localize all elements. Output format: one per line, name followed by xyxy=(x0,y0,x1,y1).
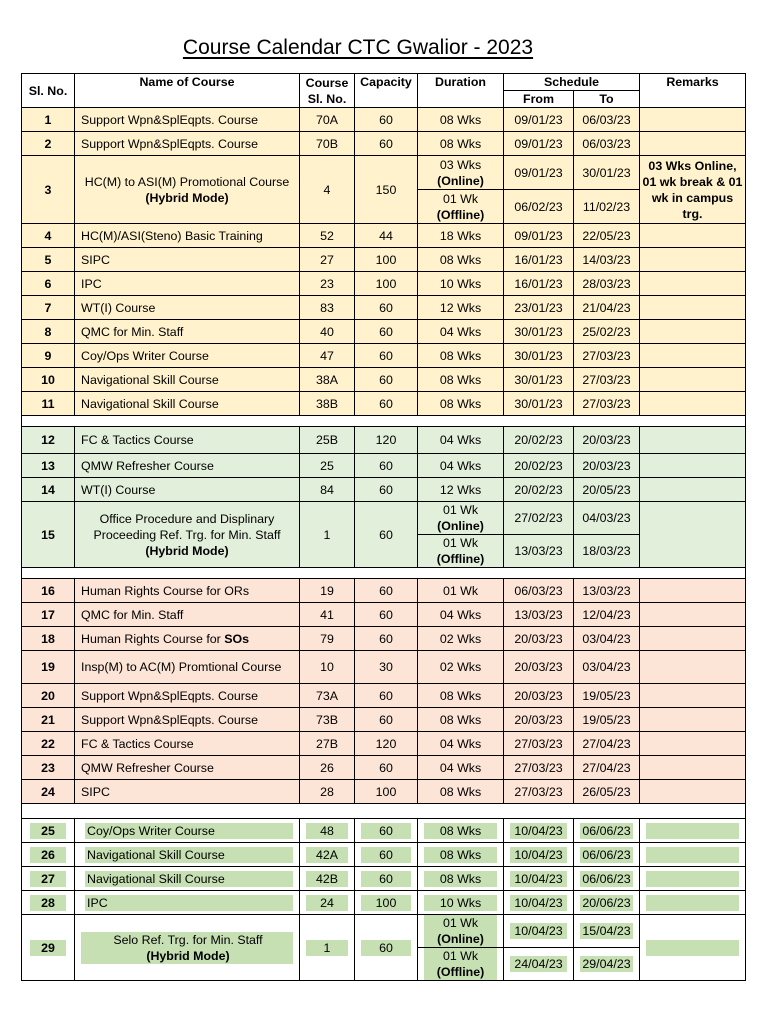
cell-to: 06/03/23 xyxy=(574,108,640,132)
cell-duration: 08 Wks xyxy=(418,684,504,708)
cell-duration-offline: 01 Wk (Offline) xyxy=(418,190,504,224)
cell-capacity: 120 xyxy=(355,732,418,756)
table-row xyxy=(22,427,746,454)
cell-to: 15/04/23 xyxy=(574,915,640,948)
cell-from: 09/01/23 xyxy=(504,108,574,132)
cell-capacity: 60 xyxy=(355,368,418,392)
cell-sl-no: 1 xyxy=(22,108,75,132)
cell-course-name: Navigational Skill Course xyxy=(75,392,300,416)
cell-course-name: HC(M) to ASI(M) Promotional Course (Hybrid Mode) xyxy=(75,156,300,224)
cell-capacity: 60 xyxy=(355,392,418,416)
cell-to: 03/04/23 xyxy=(574,651,640,684)
hybrid-mode-label: (Hybrid Mode) xyxy=(146,948,230,963)
cell-course-name: SIPC xyxy=(75,248,300,272)
cell-remarks xyxy=(640,392,746,416)
cell-to: 06/06/23 xyxy=(574,819,640,843)
cell-remarks xyxy=(640,756,746,780)
cell-course-name: SIPC xyxy=(75,780,300,804)
cell-remarks xyxy=(640,915,746,981)
cell-sl-no: 24 xyxy=(22,780,75,804)
header-duration: Duration xyxy=(418,74,504,108)
cell-course-sl: 28 xyxy=(300,780,355,804)
cell-course-name: Support Wpn&SplEqpts. Course xyxy=(75,708,300,732)
table-row xyxy=(22,502,746,535)
cell-capacity: 60 xyxy=(355,843,418,867)
cell-course-sl: 70A xyxy=(300,108,355,132)
cell-course-sl: 47 xyxy=(300,344,355,368)
cell-remarks xyxy=(640,320,746,344)
cell-remarks xyxy=(640,891,746,915)
header-capacity: Capacity xyxy=(355,74,418,108)
cell-remarks xyxy=(640,867,746,891)
cell-course-name: WT(I) Course xyxy=(75,478,300,502)
cell-course-name: FC & Tactics Course xyxy=(75,732,300,756)
cell-duration-online: 01 Wk (Online) xyxy=(418,915,504,948)
cell-to: 13/03/23 xyxy=(574,579,640,603)
cell-capacity: 60 xyxy=(355,627,418,651)
cell-remarks xyxy=(640,368,746,392)
table-row xyxy=(22,627,746,651)
course-calendar-table xyxy=(21,73,746,981)
table-row xyxy=(22,344,746,368)
table-row xyxy=(22,780,746,804)
table-row xyxy=(22,579,746,603)
cell-sl-no: 3 xyxy=(22,156,75,224)
cell-remarks xyxy=(640,651,746,684)
cell-duration: 08 Wks xyxy=(418,780,504,804)
cell-to: 26/05/23 xyxy=(574,780,640,804)
cell-capacity: 100 xyxy=(355,272,418,296)
cell-course-sl: 25B xyxy=(300,427,355,454)
cell-duration: 04 Wks xyxy=(418,603,504,627)
header-sl-no: Sl. No. xyxy=(22,74,75,108)
cell-from: 30/01/23 xyxy=(504,320,574,344)
cell-sl-no: 9 xyxy=(22,344,75,368)
cell-course-name: Navigational Skill Course xyxy=(75,843,300,867)
cell-course-name: IPC xyxy=(75,891,300,915)
cell-capacity: 100 xyxy=(355,891,418,915)
cell-from: 20/03/23 xyxy=(504,651,574,684)
cell-sl-no: 5 xyxy=(22,248,75,272)
cell-course-name: Support Wpn&SplEqpts. Course xyxy=(75,108,300,132)
cell-from: 30/01/23 xyxy=(504,368,574,392)
cell-to: 03/04/23 xyxy=(574,627,640,651)
cell-to: 11/02/23 xyxy=(574,190,640,224)
table-row xyxy=(22,320,746,344)
cell-to: 30/01/23 xyxy=(574,156,640,190)
cell-from: 30/01/23 xyxy=(504,344,574,368)
cell-to: 12/04/23 xyxy=(574,603,640,627)
cell-sl-no: 17 xyxy=(22,603,75,627)
cell-course-sl: 38A xyxy=(300,368,355,392)
cell-course-sl: 52 xyxy=(300,224,355,248)
cell-duration: 04 Wks xyxy=(418,427,504,454)
cell-sl-no: 29 xyxy=(22,915,75,981)
cell-course-sl: 73B xyxy=(300,708,355,732)
cell-course-name: Office Procedure and Displinary Proceeding Ref. Trg. for Min. Staff (Hybrid Mode) xyxy=(75,502,300,568)
cell-from: 10/04/23 xyxy=(504,867,574,891)
cell-remarks xyxy=(640,502,746,568)
cell-capacity: 60 xyxy=(355,684,418,708)
cell-duration: 04 Wks xyxy=(418,320,504,344)
cell-to: 21/04/23 xyxy=(574,296,640,320)
cell-remarks xyxy=(640,454,746,478)
cell-course-sl: 41 xyxy=(300,603,355,627)
cell-capacity: 60 xyxy=(355,708,418,732)
header-name: Name of Course xyxy=(75,74,300,108)
header-to: To xyxy=(574,91,640,108)
cell-course-name: Navigational Skill Course xyxy=(75,368,300,392)
cell-to: 04/03/23 xyxy=(574,502,640,535)
header-from: From xyxy=(504,91,574,108)
cell-capacity: 60 xyxy=(355,819,418,843)
cell-remarks xyxy=(640,272,746,296)
cell-sl-no: 25 xyxy=(22,819,75,843)
cell-sl-no: 20 xyxy=(22,684,75,708)
header-remarks: Remarks xyxy=(640,74,746,108)
cell-remarks xyxy=(640,603,746,627)
cell-duration: 08 Wks xyxy=(418,867,504,891)
cell-duration: 08 Wks xyxy=(418,132,504,156)
table-row xyxy=(22,272,746,296)
table-row xyxy=(22,603,746,627)
cell-to: 28/03/23 xyxy=(574,272,640,296)
cell-course-sl: 73A xyxy=(300,684,355,708)
cell-capacity: 60 xyxy=(355,108,418,132)
cell-from: 24/04/23 xyxy=(504,948,574,981)
cell-remarks xyxy=(640,819,746,843)
hybrid-mode-label: (Hybrid Mode) xyxy=(145,543,229,558)
cell-remarks xyxy=(640,478,746,502)
cell-sl-no: 7 xyxy=(22,296,75,320)
cell-capacity: 100 xyxy=(355,780,418,804)
cell-to: 22/05/23 xyxy=(574,224,640,248)
cell-remarks xyxy=(640,732,746,756)
cell-course-name: Insp(M) to AC(M) Promtional Course xyxy=(75,651,300,684)
cell-to: 18/03/23 xyxy=(574,535,640,568)
cell-duration: 04 Wks xyxy=(418,454,504,478)
group-separator xyxy=(22,804,746,819)
cell-to: 27/04/23 xyxy=(574,756,640,780)
cell-to: 20/03/23 xyxy=(574,427,640,454)
cell-course-sl: 79 xyxy=(300,627,355,651)
cell-course-sl: 26 xyxy=(300,756,355,780)
cell-remarks xyxy=(640,132,746,156)
cell-duration: 08 Wks xyxy=(418,392,504,416)
table-row xyxy=(22,224,746,248)
cell-duration: 02 Wks xyxy=(418,651,504,684)
cell-remarks xyxy=(640,344,746,368)
cell-duration: 08 Wks xyxy=(418,843,504,867)
cell-duration-offline: 01 Wk (Offline) xyxy=(418,535,504,568)
cell-capacity: 60 xyxy=(355,502,418,568)
cell-course-sl: 1 xyxy=(300,502,355,568)
table-row xyxy=(22,368,746,392)
table-row xyxy=(22,708,746,732)
cell-capacity: 60 xyxy=(355,296,418,320)
cell-course-sl: 1 xyxy=(300,915,355,981)
cell-course-sl: 23 xyxy=(300,272,355,296)
cell-from: 06/02/23 xyxy=(504,190,574,224)
cell-course-name: Human Rights Course for ORs xyxy=(75,579,300,603)
cell-remarks xyxy=(640,579,746,603)
group-separator xyxy=(22,416,746,427)
table-row xyxy=(22,478,746,502)
cell-from: 06/03/23 xyxy=(504,579,574,603)
cell-from: 27/03/23 xyxy=(504,780,574,804)
cell-course-sl: 27B xyxy=(300,732,355,756)
cell-sl-no: 14 xyxy=(22,478,75,502)
table-row xyxy=(22,915,746,948)
cell-duration: 12 Wks xyxy=(418,296,504,320)
cell-course-sl: 19 xyxy=(300,579,355,603)
cell-remarks xyxy=(640,248,746,272)
cell-remarks xyxy=(640,843,746,867)
table-row xyxy=(22,819,746,843)
cell-from: 27/02/23 xyxy=(504,502,574,535)
cell-from: 20/03/23 xyxy=(504,708,574,732)
cell-to: 27/03/23 xyxy=(574,344,640,368)
cell-course-name: HC(M)/ASI(Steno) Basic Training xyxy=(75,224,300,248)
cell-sl-no: 10 xyxy=(22,368,75,392)
cell-sl-no: 21 xyxy=(22,708,75,732)
table-row xyxy=(22,843,746,867)
cell-course-sl: 27 xyxy=(300,248,355,272)
cell-from: 10/04/23 xyxy=(504,915,574,948)
cell-remarks xyxy=(640,684,746,708)
cell-to: 29/04/23 xyxy=(574,948,640,981)
cell-course-name: Support Wpn&SplEqpts. Course xyxy=(75,684,300,708)
table-row xyxy=(22,756,746,780)
cell-capacity: 120 xyxy=(355,427,418,454)
cell-from: 10/04/23 xyxy=(504,891,574,915)
cell-to: 20/03/23 xyxy=(574,454,640,478)
cell-capacity: 60 xyxy=(355,867,418,891)
cell-to: 20/06/23 xyxy=(574,891,640,915)
cell-course-sl: 24 xyxy=(300,891,355,915)
cell-capacity: 60 xyxy=(355,454,418,478)
group-separator xyxy=(22,568,746,579)
cell-duration: 02 Wks xyxy=(418,627,504,651)
cell-course-name: WT(I) Course xyxy=(75,296,300,320)
cell-from: 20/03/23 xyxy=(504,684,574,708)
cell-duration: 08 Wks xyxy=(418,248,504,272)
cell-course-name: QMW Refresher Course xyxy=(75,454,300,478)
table-row xyxy=(22,732,746,756)
cell-course-name: QMW Refresher Course xyxy=(75,756,300,780)
cell-course-name: Navigational Skill Course xyxy=(75,867,300,891)
cell-capacity: 60 xyxy=(355,320,418,344)
cell-capacity: 30 xyxy=(355,651,418,684)
cell-duration: 08 Wks xyxy=(418,108,504,132)
cell-duration: 12 Wks xyxy=(418,478,504,502)
cell-duration-online: 01 Wk (Online) xyxy=(418,502,504,535)
cell-course-sl: 40 xyxy=(300,320,355,344)
cell-course-name: Coy/Ops Writer Course xyxy=(75,344,300,368)
cell-course-name: FC & Tactics Course xyxy=(75,427,300,454)
table-row xyxy=(22,108,746,132)
cell-duration: 08 Wks xyxy=(418,819,504,843)
cell-course-sl: 10 xyxy=(300,651,355,684)
cell-course-name: Human Rights Course for SOs xyxy=(75,627,300,651)
cell-sl-no: 6 xyxy=(22,272,75,296)
cell-to: 14/03/23 xyxy=(574,248,640,272)
table-row xyxy=(22,248,746,272)
header-schedule: Schedule xyxy=(504,74,640,91)
cell-duration: 08 Wks xyxy=(418,708,504,732)
cell-sl-no: 26 xyxy=(22,843,75,867)
cell-to: 25/02/23 xyxy=(574,320,640,344)
cell-course-sl: 83 xyxy=(300,296,355,320)
cell-from: 20/02/23 xyxy=(504,427,574,454)
cell-from: 20/03/23 xyxy=(504,627,574,651)
cell-from: 27/03/23 xyxy=(504,756,574,780)
cell-capacity: 60 xyxy=(355,344,418,368)
cell-to: 06/06/23 xyxy=(574,867,640,891)
cell-duration: 08 Wks xyxy=(418,344,504,368)
cell-duration: 01 Wk xyxy=(418,579,504,603)
cell-capacity: 100 xyxy=(355,248,418,272)
cell-remarks xyxy=(640,108,746,132)
cell-capacity: 60 xyxy=(355,132,418,156)
cell-sl-no: 8 xyxy=(22,320,75,344)
cell-sl-no: 13 xyxy=(22,454,75,478)
cell-capacity: 60 xyxy=(355,603,418,627)
cell-to: 06/06/23 xyxy=(574,843,640,867)
cell-sl-no: 12 xyxy=(22,427,75,454)
cell-duration: 04 Wks xyxy=(418,732,504,756)
table-row xyxy=(22,867,746,891)
cell-to: 27/04/23 xyxy=(574,732,640,756)
cell-duration: 18 Wks xyxy=(418,224,504,248)
cell-from: 13/03/23 xyxy=(504,603,574,627)
table-row xyxy=(22,392,746,416)
cell-course-sl: 84 xyxy=(300,478,355,502)
cell-from: 27/03/23 xyxy=(504,732,574,756)
cell-sl-no: 23 xyxy=(22,756,75,780)
cell-to: 27/03/23 xyxy=(574,368,640,392)
cell-course-name: Support Wpn&SplEqpts. Course xyxy=(75,132,300,156)
cell-from: 23/01/23 xyxy=(504,296,574,320)
cell-remarks xyxy=(640,627,746,651)
cell-course-sl: 4 xyxy=(300,156,355,224)
cell-from: 09/01/23 xyxy=(504,156,574,190)
cell-sl-no: 18 xyxy=(22,627,75,651)
cell-course-sl: 25 xyxy=(300,454,355,478)
cell-course-sl: 70B xyxy=(300,132,355,156)
cell-from: 10/04/23 xyxy=(504,843,574,867)
cell-from: 20/02/23 xyxy=(504,454,574,478)
cell-duration: 08 Wks xyxy=(418,368,504,392)
cell-from: 09/01/23 xyxy=(504,224,574,248)
cell-duration: 10 Wks xyxy=(418,891,504,915)
cell-to: 20/05/23 xyxy=(574,478,640,502)
cell-course-sl: 42B xyxy=(300,867,355,891)
cell-sl-no: 19 xyxy=(22,651,75,684)
cell-capacity: 150 xyxy=(355,156,418,224)
cell-sl-no: 4 xyxy=(22,224,75,248)
cell-capacity: 60 xyxy=(355,915,418,981)
cell-to: 06/03/23 xyxy=(574,132,640,156)
cell-remarks xyxy=(640,427,746,454)
cell-sl-no: 28 xyxy=(22,891,75,915)
cell-from: 13/03/23 xyxy=(504,535,574,568)
cell-capacity: 60 xyxy=(355,579,418,603)
cell-capacity: 60 xyxy=(355,756,418,780)
cell-duration: 10 Wks xyxy=(418,272,504,296)
cell-course-name: QMC for Min. Staff xyxy=(75,603,300,627)
hybrid-mode-label: (Hybrid Mode) xyxy=(145,190,229,205)
cell-capacity: 60 xyxy=(355,478,418,502)
table-row xyxy=(22,132,746,156)
cell-duration: 04 Wks xyxy=(418,756,504,780)
cell-capacity: 44 xyxy=(355,224,418,248)
cell-course-name: IPC xyxy=(75,272,300,296)
cell-sl-no: 15 xyxy=(22,502,75,568)
table-row xyxy=(22,684,746,708)
table-row xyxy=(22,296,746,320)
cell-to: 27/03/23 xyxy=(574,392,640,416)
cell-course-sl: 42A xyxy=(300,843,355,867)
cell-from: 30/01/23 xyxy=(504,392,574,416)
cell-from: 09/01/23 xyxy=(504,132,574,156)
cell-from: 20/02/23 xyxy=(504,478,574,502)
cell-to: 19/05/23 xyxy=(574,684,640,708)
table-row xyxy=(22,454,746,478)
cell-duration-offline: 01 Wk (Offline) xyxy=(418,948,504,981)
cell-sl-no: 16 xyxy=(22,579,75,603)
cell-remarks xyxy=(640,780,746,804)
table-row xyxy=(22,891,746,915)
cell-from: 16/01/23 xyxy=(504,272,574,296)
cell-course-name: QMC for Min. Staff xyxy=(75,320,300,344)
page-title: Course Calendar CTC Gwalior - 2023 xyxy=(182,36,534,59)
table-row xyxy=(22,651,746,684)
cell-sl-no: 11 xyxy=(22,392,75,416)
cell-course-name: Selo Ref. Trg. for Min. Staff (Hybrid Mode) xyxy=(75,915,300,981)
cell-to: 19/05/23 xyxy=(574,708,640,732)
cell-remarks xyxy=(640,296,746,320)
cell-course-sl: 38B xyxy=(300,392,355,416)
table-row xyxy=(22,156,746,190)
cell-sl-no: 22 xyxy=(22,732,75,756)
cell-duration-online: 03 Wks (Online) xyxy=(418,156,504,190)
header-course-sl: Course Sl. No. xyxy=(300,74,355,108)
cell-remarks xyxy=(640,224,746,248)
cell-sl-no: 2 xyxy=(22,132,75,156)
cell-course-sl: 48 xyxy=(300,819,355,843)
cell-remarks xyxy=(640,708,746,732)
cell-from: 16/01/23 xyxy=(504,248,574,272)
cell-remarks: 03 Wks Online, 01 wk break & 01 wk in campus trg. xyxy=(640,156,746,224)
cell-sl-no: 27 xyxy=(22,867,75,891)
cell-from: 10/04/23 xyxy=(504,819,574,843)
cell-course-name: Coy/Ops Writer Course xyxy=(75,819,300,843)
